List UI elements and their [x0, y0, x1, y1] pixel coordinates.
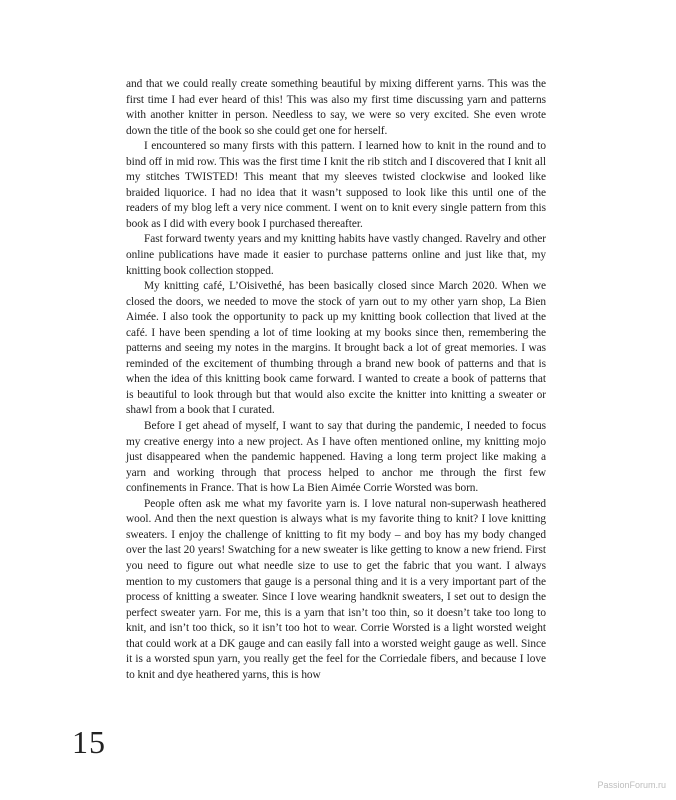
- paragraph: My knitting café, L’Oisivethé, has been basically closed since March 2020. When we closed the doors, we needed to move the stock of yarn out to my other yarn shop, La Bien Aimée. I also took the opportunity to pack up my knitting book collection that lived at the café. I have been spending a lot of time looking at my books since then, remembering the patterns and seeing my notes in the margins. It brought back a lot of great memories. I was reminded of the excitement of thumbing through a brand new book of patterns and that is when the idea of this knitting book came forward. I wanted to create a book of patterns that is beautiful to look through but that would also excite the knitter into knitting a sweater or shawl from a book that I curated.: [126, 280, 546, 417]
- body-text: [126, 77, 546, 683]
- watermark: PassionForum.ru: [597, 780, 666, 790]
- paragraph: Before I get ahead of myself, I want to say that during the pandemic, I needed to focus my creative energy into a new project. As I have often mentioned online, my knitting mojo just disappeared when the pandemic happened. Having a long term project like making a yarn and working through that process helped to anchor me through the first few confinements in France. That is how La Bien Aimée Corrie Worsted was born.: [126, 420, 546, 495]
- paragraph: and that we could really create something beautiful by mixing different yarns. This was the first time I had ever heard of this! This was also my first time discussing yarn and patterns with another knitter in person. Needless to say, we were so very excited. She even wrote down the title of the book so she could get one for herself.: [126, 78, 546, 137]
- paragraph: Fast forward twenty years and my knitting habits have vastly changed. Ravelry and other online publications have made it easier to purchase patterns online and just like that, my knitting book collection stopped.: [126, 233, 546, 277]
- paragraph: I encountered so many firsts with this pattern. I learned how to knit in the round and to bind off in mid row. This was the first time I knit the rib stitch and I discovered that I knit all my stitches TWISTED! This meant that my sleeves twisted clockwise and looked like braided liquorice. I had no idea that it wasn’t supposed to look like this until one of the readers of my blog left a very nice comment. I went on to knit every single pattern from this book as I did with every book I purchased thereafter.: [126, 140, 546, 230]
- page-number: 15: [72, 724, 106, 760]
- paragraph: People often ask me what my favorite yarn is. I love natural non-superwash heathered wool. And then the next question is always what is my favorite thing to knit? I love knitting sweaters. I enjoy the challenge of knitting to fit my body – and boy has my body changed over the last 20 years! Swatching for a new sweater is like getting to know a new friend. First you need to figure out what needle size to use to get the fabric that you want. I always mention to my customers that gauge is a personal thing and it is a very important part of the process of knitting a sweater. Since I love wearing handknit sweaters, I set out to design the perfect sweater yarn. For me, this is a yarn that isn’t too thin, so it doesn’t take too long to knit, and isn’t too thick, so it isn’t too hot to wear. Corrie Worsted is a light worsted weight that could work at a DK gauge and can easily fall into a worsted weight gauge as well. Since it is a worsted spun yarn, you really get the feel for the Corriedale fibers, and because I love to knit and dye heathered yarns, this is how: [126, 497, 546, 681]
